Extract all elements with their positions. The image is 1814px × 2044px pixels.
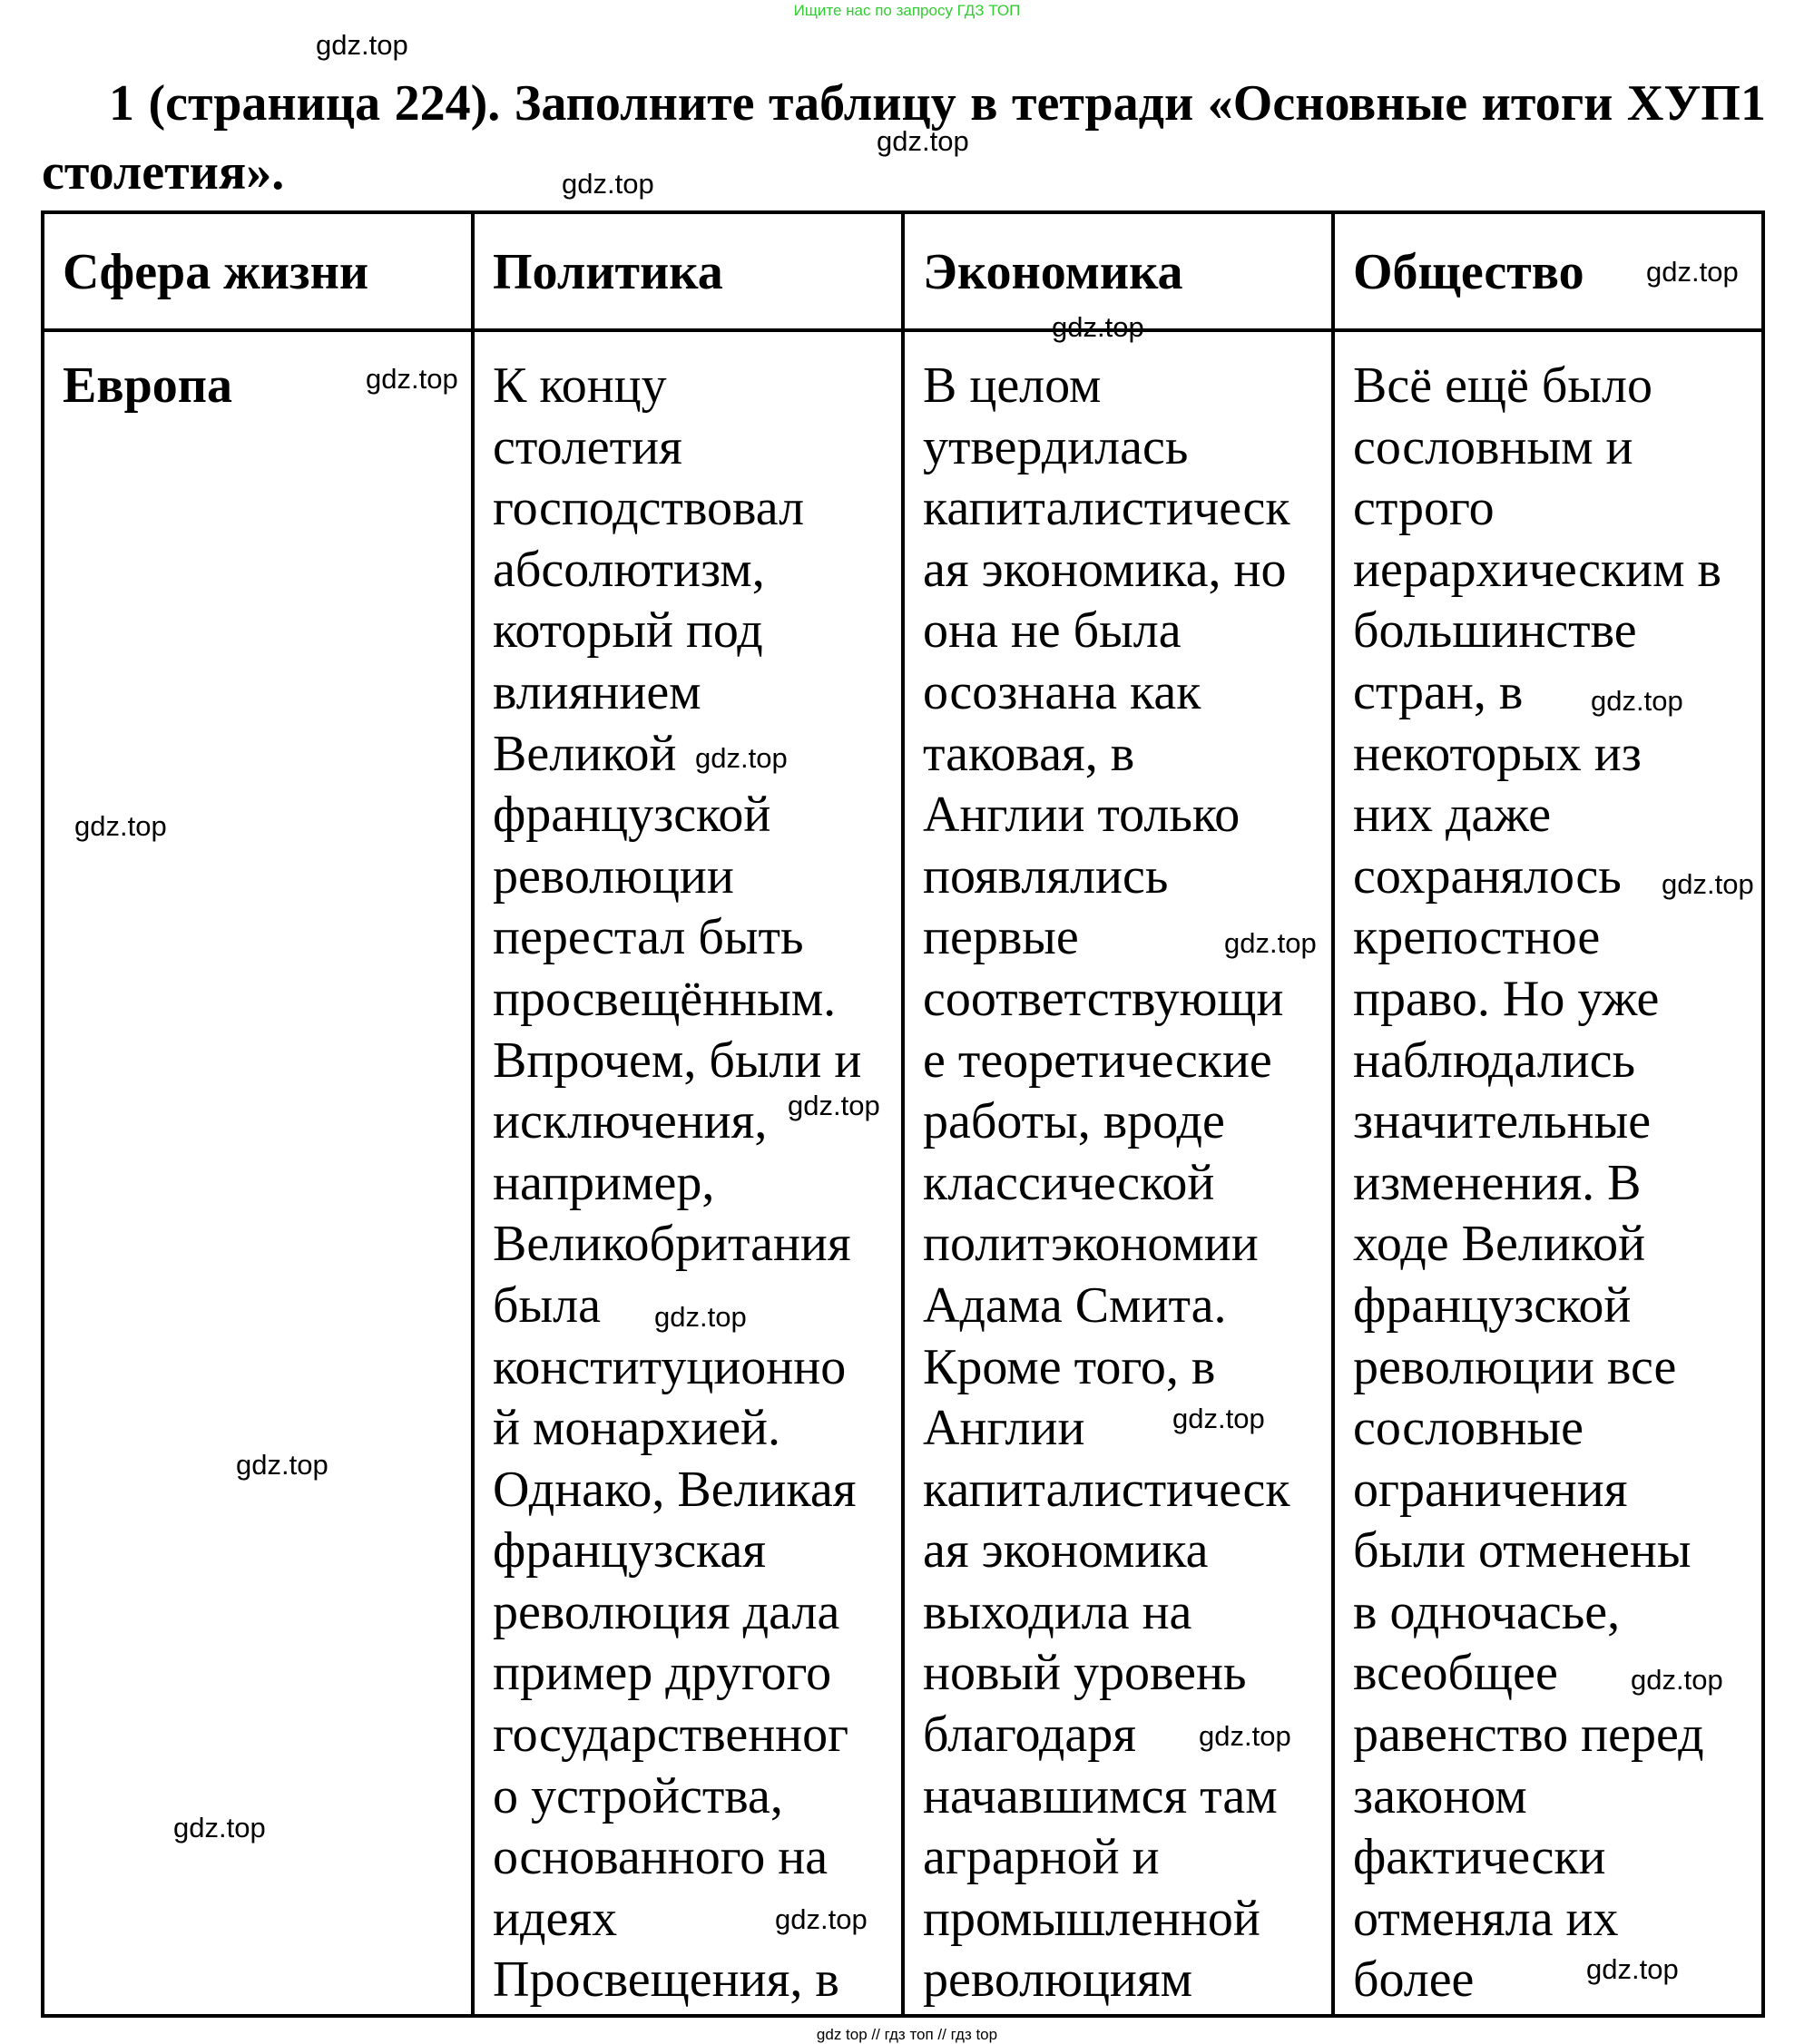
watermark: gdz.top <box>654 1301 747 1333</box>
watermark: gdz.top <box>1224 927 1317 959</box>
task-title: 1 (страница 224). Заполните таблицу в тетради «Основные итоги ХУП1 столетия». <box>42 75 1766 200</box>
watermark: gdz.top <box>1586 1953 1679 1985</box>
watermark: gdz.top <box>74 810 167 842</box>
economy-text: В целом утвердилась капиталистическ ая экономика, но она не была осознана как таковая, в Англии только появлялись первые соответствующи е теоретические работы, вроде классической политэкономии Адама Смита. Кроме того, в Англии капиталистическ ая экономика выходила на новый уровень благодаря начавшимся там аграрной и промышленной революциям <box>923 357 1290 2009</box>
society-text: Всё ещё было сословным и строго иерархическим в большинстве стран, в некоторых из них даже сохранялось крепостное право. Но уже наблюдались значительные изменения. В ходе Великой французской революции все сословные ограничения были отменены в одночасье, всеобщее равенство перед законом фактически отменяла их более <box>1353 357 1721 2009</box>
watermark: gdz.top <box>316 29 408 61</box>
watermark: gdz.top <box>366 363 458 395</box>
watermark: gdz.top <box>1662 868 1754 900</box>
cell-politics <box>473 330 903 2016</box>
watermark: gdz.top <box>788 1090 880 1121</box>
watermark: gdz.top <box>1591 685 1683 717</box>
watermark: gdz.top <box>236 1449 328 1481</box>
cell-economy <box>903 330 1333 2016</box>
cell-region <box>43 330 473 2016</box>
bottom-banner: gdz top // гдз топ // гдз top <box>816 2026 998 2043</box>
results-table <box>41 210 1765 2018</box>
top-search-banner: Ищите нас по запросу ГДЗ ТОП <box>793 2 1021 19</box>
watermark: gdz.top <box>173 1812 266 1844</box>
watermark: gdz.top <box>775 1903 868 1935</box>
watermark: gdz.top <box>1052 311 1144 343</box>
table-header-row <box>43 212 1763 330</box>
header-sphere: Сфера жизни <box>43 212 473 330</box>
watermark: gdz.top <box>1631 1664 1723 1696</box>
watermark: gdz.top <box>562 168 654 200</box>
region-label: Европа <box>63 357 233 414</box>
politics-text: К концу столетия господствовал абсолютизм, который под влиянием Великой французской революции перестал быть просвещённым. Впрочем, были и исключения, например, Великобритания была конституционно й монархией. Однако, Великая французская революция дала пример другого государственног о устройства, основанного на идеях Просвещения, в <box>493 357 862 2009</box>
watermark: gdz.top <box>1199 1720 1291 1752</box>
header-politics: Политика <box>473 212 903 330</box>
watermark: gdz.top <box>1646 256 1739 288</box>
watermark: gdz.top <box>1172 1403 1265 1434</box>
watermark: gdz.top <box>695 742 788 774</box>
table-row-europe <box>43 330 1763 2016</box>
header-economy: Экономика <box>903 212 1333 330</box>
watermark: gdz.top <box>877 125 969 157</box>
cell-society <box>1333 330 1763 2016</box>
header-society: Общество <box>1333 212 1763 330</box>
